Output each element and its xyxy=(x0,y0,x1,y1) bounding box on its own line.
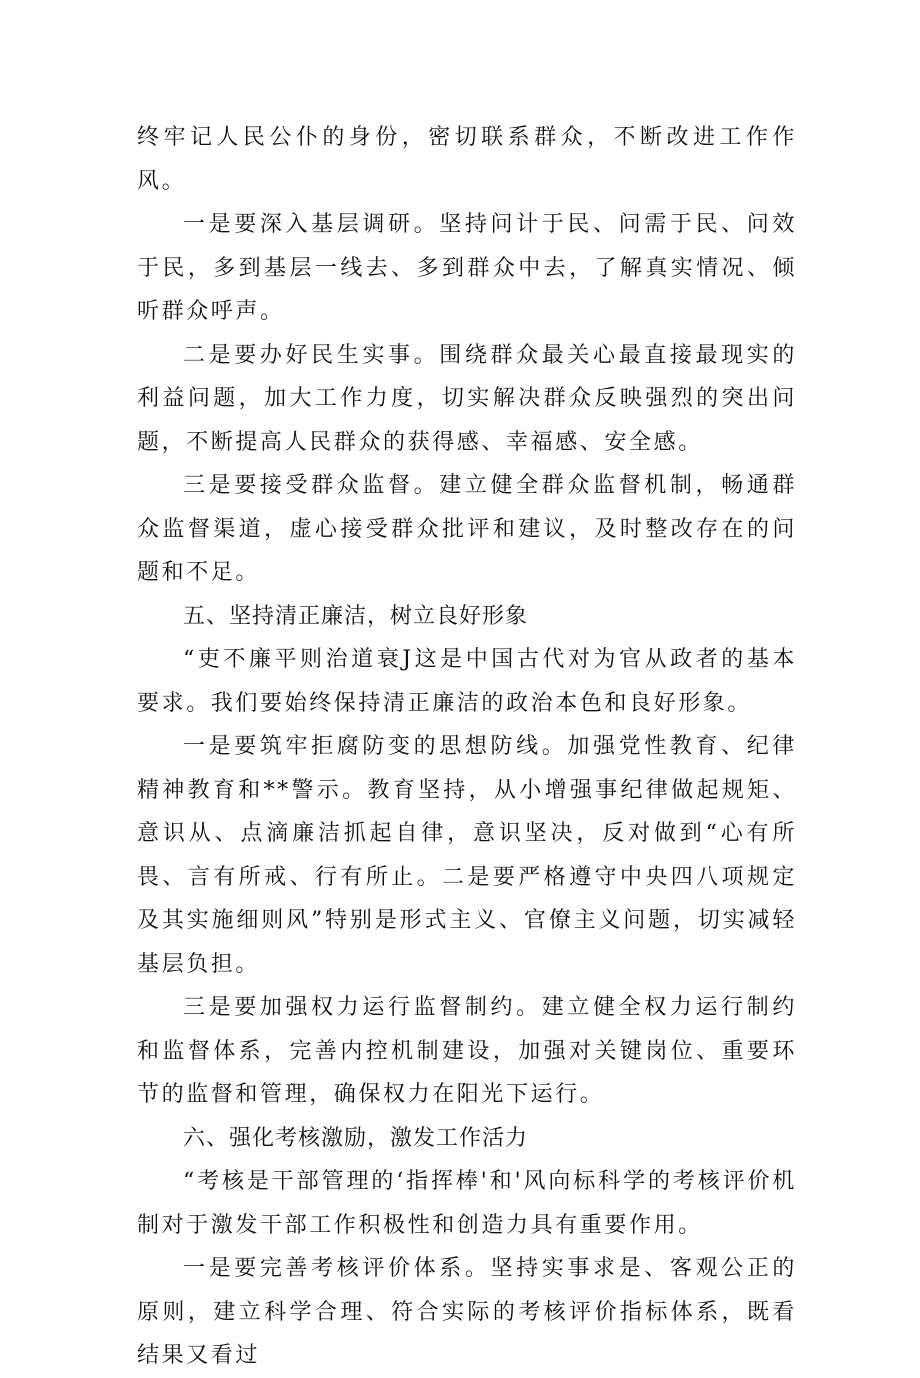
section-heading-five: 五、坚持清正廉洁，树立良好形象 xyxy=(183,603,529,629)
paragraph-integrity-intro: “吏不廉平则治道衰J这是中国古代对为官从政者的基本要求。我们要始终保持清正廉洁的政治本色和良好形象。 xyxy=(137,647,797,716)
paragraph-public-supervision: 三是要接受群众监督。建立健全群众监督机制，畅通群众监督渠道，虚心接受群众批评和建议，及时整改存在的问题和不足。 xyxy=(137,473,797,585)
paragraph-assessment-intro: “考核是干部管理的‘指挥棒'和'风向标科学的考核评价机制对于激发干部工作积极性和创造力具有重要作用。 xyxy=(137,1169,797,1238)
paragraph-continuation: 终牢记人民公仆的身份，密切联系群众，不断改进工作作风。 xyxy=(137,125,797,194)
paragraph-assessment-system: 一是要完善考核评价体系。坚持实事求是、客观公正的原则，建立科学合理、符合实际的考核评价指标体系，既看结果又看过 xyxy=(137,1256,797,1368)
paragraph-grassroots-research: 一是要深入基层调研。坚持问计于民、问需于民、问效于民，多到基层一线去、多到群众中去，了解真实情况、倾听群众呼声。 xyxy=(137,212,797,324)
paragraph-power-supervision: 三是要加强权力运行监督制约。建立健全权力运行制约和监督体系，完善内控机制建设，加强对关键岗位、重要环节的监督和管理，确保权力在阳光下运行。 xyxy=(137,995,797,1107)
document-body xyxy=(137,116,797,1378)
section-heading-six: 六、强化考核激励，激发工作活力 xyxy=(183,1125,529,1151)
paragraph-anti-corruption: 一是要筑牢拒腐防变的思想防线。加强党性教育、纪律精神教育和**警示。教育坚持，从小增强事纪律做起规矩、意识从、点滴廉洁抓起自律，意识坚决，反对做到“心有所畏、言有所戒、行有所止。二是要严格遵守中央四八项规定及其实施细则风”特别是形式主义、官僚主义问题，切实减轻基层负担。 xyxy=(137,734,797,977)
paragraph-livelihood-matters: 二是要办好民生实事。围绕群众最关心最直接最现实的利益问题，加大工作力度，切实解决群众反映强烈的突出问题，不断提高人民群众的获得感、幸福感、安全感。 xyxy=(137,342,797,455)
